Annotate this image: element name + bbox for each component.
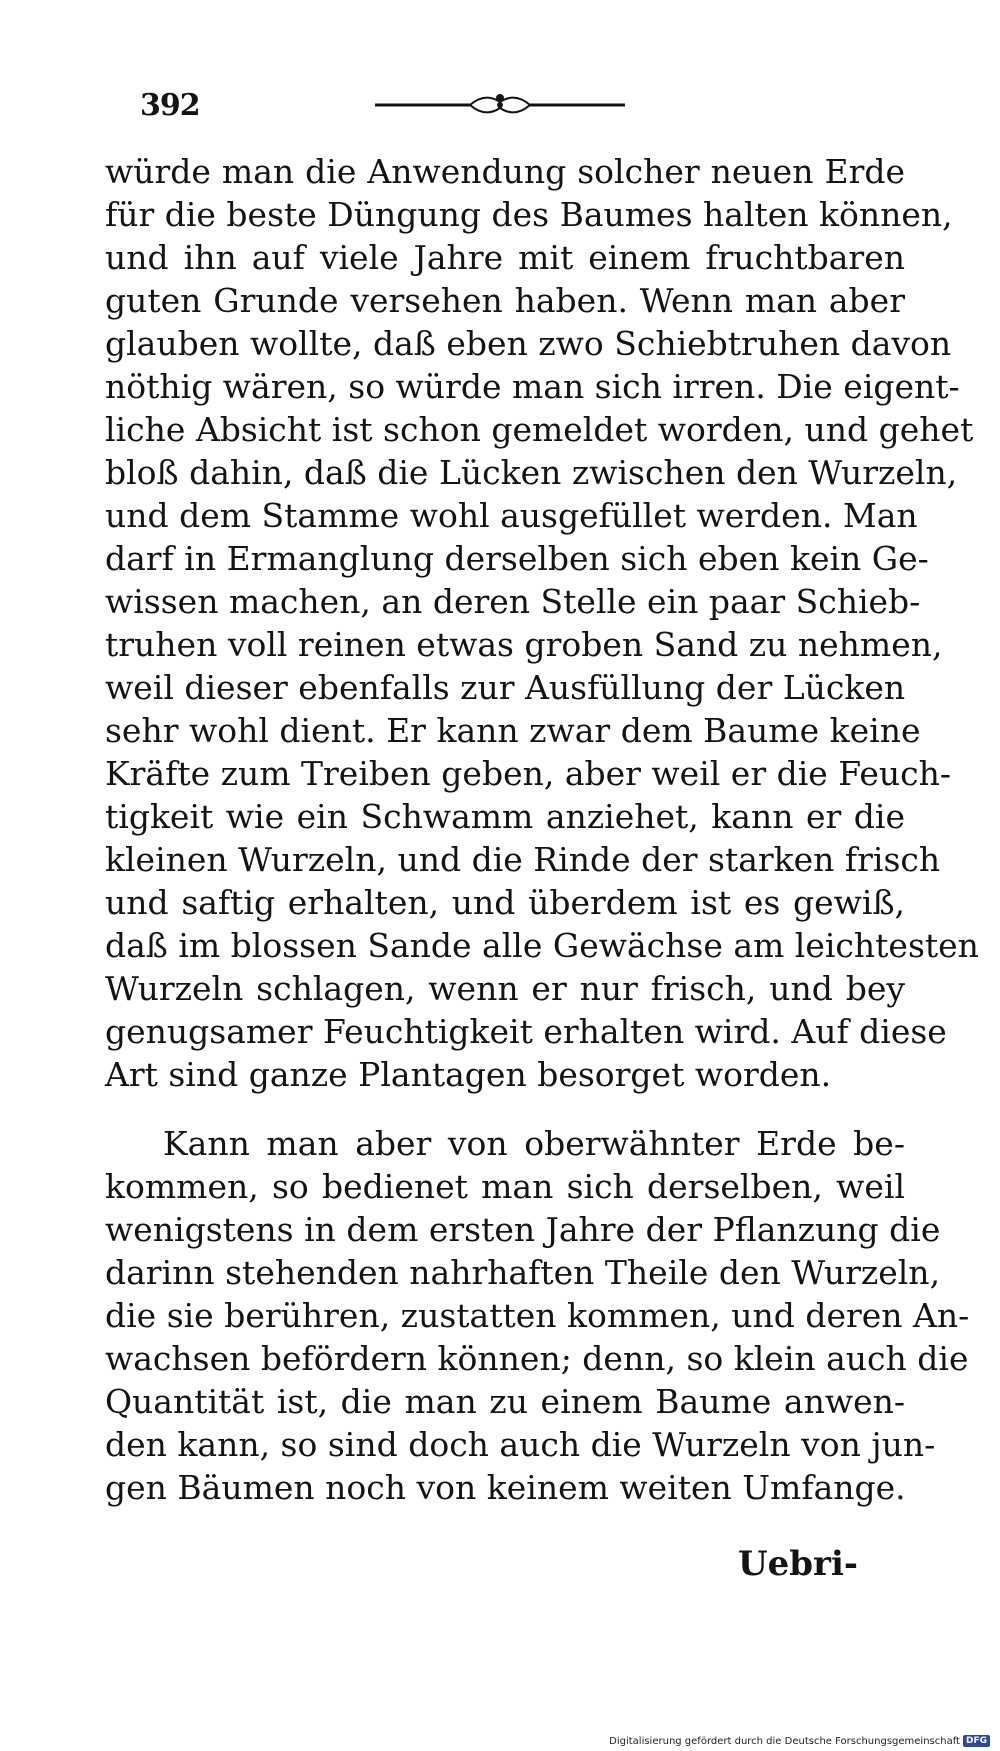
text-line: guten Grunde versehen haben. Wenn man aber — [105, 281, 905, 320]
text-line: nöthig wären, so würde man sich irren. Die eigent- — [105, 367, 960, 406]
text-line: genugsamer Feuchtigkeit erhalten wird. Auf diese — [105, 1012, 947, 1051]
dfg-logo-icon: DFG — [963, 1735, 990, 1747]
text-line: liche Absicht ist schon gemeldet worden, und gehet — [105, 410, 974, 449]
text-line: Quantität ist, die man zu einem Baume anwen- — [105, 1382, 905, 1421]
text-line: für die beste Düngung des Baumes halten können, — [105, 195, 953, 234]
header-ornament — [375, 90, 625, 120]
text-line: weil dieser ebenfalls zur Ausfüllung der Lücken — [105, 668, 906, 707]
text-line: kommen, so bedienet man sich derselben, weil — [105, 1167, 905, 1206]
text-line: Kann man aber von oberwähnter Erde be- — [163, 1124, 905, 1163]
text-line: den kann, so sind doch auch die Wurzeln von jun- — [105, 1425, 936, 1464]
paragraph-1 — [105, 150, 979, 1096]
text-line: glauben wollte, daß eben zwo Schiebtruhen davon — [105, 324, 952, 363]
footer-credit — [609, 1735, 990, 1747]
text-line: und ihn auf viele Jahre mit einem fruchtbaren — [105, 238, 905, 277]
text-line: wenigstens in dem ersten Jahre der Pflanzung die — [105, 1210, 941, 1249]
catchword: Uebri- — [738, 1544, 858, 1584]
text-line: darf in Ermanglung derselben sich eben kein Ge- — [105, 539, 929, 578]
page-number: 392 — [140, 88, 200, 123]
text-line: und saftig erhalten, und überdem ist es gewiß, — [105, 883, 905, 922]
text-line: Kräfte zum Treiben geben, aber weil er die Feuch- — [105, 754, 952, 793]
text-line: darinn stehenden nahrhaften Theile den Wurzeln, — [105, 1253, 941, 1292]
text-line: Art sind ganze Plantagen besorget worden. — [105, 1055, 832, 1094]
text-line: sehr wohl dient. Er kann zwar dem Baume keine — [105, 711, 921, 750]
text-line: wachsen befördern können; denn, so klein auch die — [105, 1339, 969, 1378]
text-line: truhen voll reinen etwas groben Sand zu nehmen, — [105, 625, 943, 664]
footer-credit-text: Digitalisierung gefördert durch die Deutsche Forschungsgemeinschaft — [609, 1735, 960, 1747]
text-line: Wurzeln schlagen, wenn er nur frisch, und bey — [105, 969, 905, 1008]
text-line: bloß dahin, daß die Lücken zwischen den Wurzeln, — [105, 453, 958, 492]
text-line: daß im blossen Sande alle Gewächse am leichtesten — [105, 926, 979, 965]
text-line: kleinen Wurzeln, und die Rinde der starken frisch — [105, 840, 941, 879]
text-line: gen Bäumen noch von keinem weiten Umfange. — [105, 1468, 906, 1507]
text-line: wissen machen, an deren Stelle ein paar Schieb- — [105, 582, 921, 621]
text-line: tigkeit wie ein Schwamm anziehet, kann er die — [105, 797, 905, 836]
text-line: würde man die Anwendung solcher neuen Erde — [105, 152, 905, 191]
text-line: und dem Stamme wohl ausgefüllet werden. Man — [105, 496, 918, 535]
text-line: die sie berühren, zustatten kommen, und deren An- — [105, 1296, 970, 1335]
body-text — [105, 150, 979, 1509]
paragraph-2 — [105, 1122, 970, 1509]
